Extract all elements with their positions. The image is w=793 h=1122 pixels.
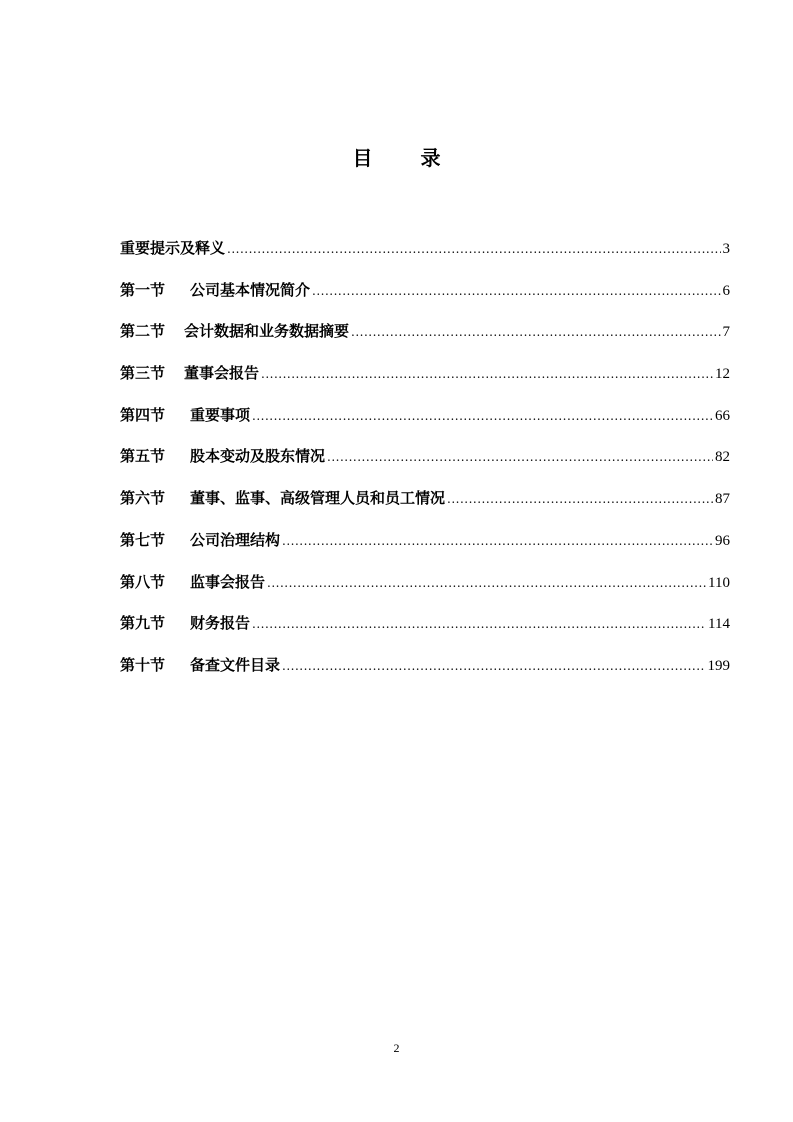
toc-entry-name: 备查文件目录 bbox=[190, 655, 281, 674]
toc-row-section-10[interactable] bbox=[120, 654, 730, 696]
toc-entry-name: 董事、监事、高级管理人员和员工情况 bbox=[190, 489, 446, 508]
toc-entry-name: 股本变动及股东情况 bbox=[190, 447, 326, 466]
toc-section-label: 第一节 bbox=[120, 280, 166, 299]
toc-entry-name: 董事会报告 bbox=[184, 364, 260, 383]
toc-row-section-6[interactable] bbox=[120, 487, 730, 529]
toc-entry-name: 重要事项 bbox=[190, 405, 251, 424]
title-char-1: 目 bbox=[352, 146, 373, 170]
toc-row-section-7[interactable] bbox=[120, 529, 730, 571]
toc-leader-dots bbox=[267, 572, 706, 594]
toc-section-label: 第四节 bbox=[120, 405, 166, 424]
toc-leader-dots bbox=[351, 321, 720, 343]
toc-entry-name: 监事会报告 bbox=[190, 572, 266, 591]
toc-page-number: 12 bbox=[715, 366, 730, 383]
toc-entry-name: 重要提示及释义 bbox=[120, 239, 226, 257]
toc-row-section-9[interactable] bbox=[120, 612, 730, 654]
toc-leader-dots bbox=[447, 488, 713, 510]
toc-row-intro[interactable] bbox=[120, 237, 730, 279]
toc-row-section-2[interactable] bbox=[120, 320, 730, 362]
toc-leader-dots bbox=[312, 280, 720, 302]
title-char-2: 录 bbox=[420, 146, 441, 170]
toc-row-section-4[interactable] bbox=[120, 404, 730, 446]
toc-leader-dots bbox=[327, 446, 713, 468]
toc-row-section-8[interactable] bbox=[120, 571, 730, 613]
toc-section-label: 第七节 bbox=[120, 530, 166, 549]
toc-row-section-5[interactable] bbox=[120, 445, 730, 487]
toc-entry-name: 会计数据和业务数据摘要 bbox=[184, 322, 350, 341]
toc-section-label: 第六节 bbox=[120, 489, 166, 508]
toc-page-number: 82 bbox=[715, 449, 730, 466]
toc-leader-dots bbox=[282, 530, 713, 552]
toc-entry-name: 财务报告 bbox=[190, 614, 251, 633]
toc-leader-dots bbox=[282, 655, 705, 677]
toc-entry-name: 公司治理结构 bbox=[190, 530, 281, 549]
table-of-contents bbox=[120, 237, 730, 696]
toc-section-label: 第五节 bbox=[120, 447, 166, 466]
toc-page-number: 3 bbox=[722, 241, 730, 257]
toc-section-label: 第三节 bbox=[120, 364, 166, 383]
toc-page-number: 114 bbox=[708, 616, 730, 633]
toc-section-label: 第二节 bbox=[120, 322, 166, 341]
toc-page-number: 199 bbox=[707, 657, 730, 674]
toc-leader-dots bbox=[261, 363, 713, 385]
toc-section-label: 第十节 bbox=[120, 655, 166, 674]
page-title bbox=[0, 142, 793, 171]
toc-page-number: 6 bbox=[722, 282, 730, 299]
toc-row-section-1[interactable] bbox=[120, 279, 730, 321]
toc-leader-dots bbox=[252, 613, 706, 635]
toc-page-number: 7 bbox=[722, 324, 730, 341]
toc-section-label: 第八节 bbox=[120, 572, 166, 591]
toc-row-section-3[interactable] bbox=[120, 362, 730, 404]
footer-page-number: 2 bbox=[393, 1041, 400, 1055]
toc-leader-dots bbox=[227, 238, 720, 260]
toc-page-number: 110 bbox=[708, 574, 730, 591]
toc-page-number: 96 bbox=[715, 532, 730, 549]
toc-page-number: 87 bbox=[715, 491, 730, 508]
toc-section-label: 第九节 bbox=[120, 614, 166, 633]
toc-entry-name: 公司基本情况简介 bbox=[190, 280, 311, 299]
toc-page-number: 66 bbox=[715, 407, 730, 424]
toc-leader-dots bbox=[252, 405, 713, 427]
